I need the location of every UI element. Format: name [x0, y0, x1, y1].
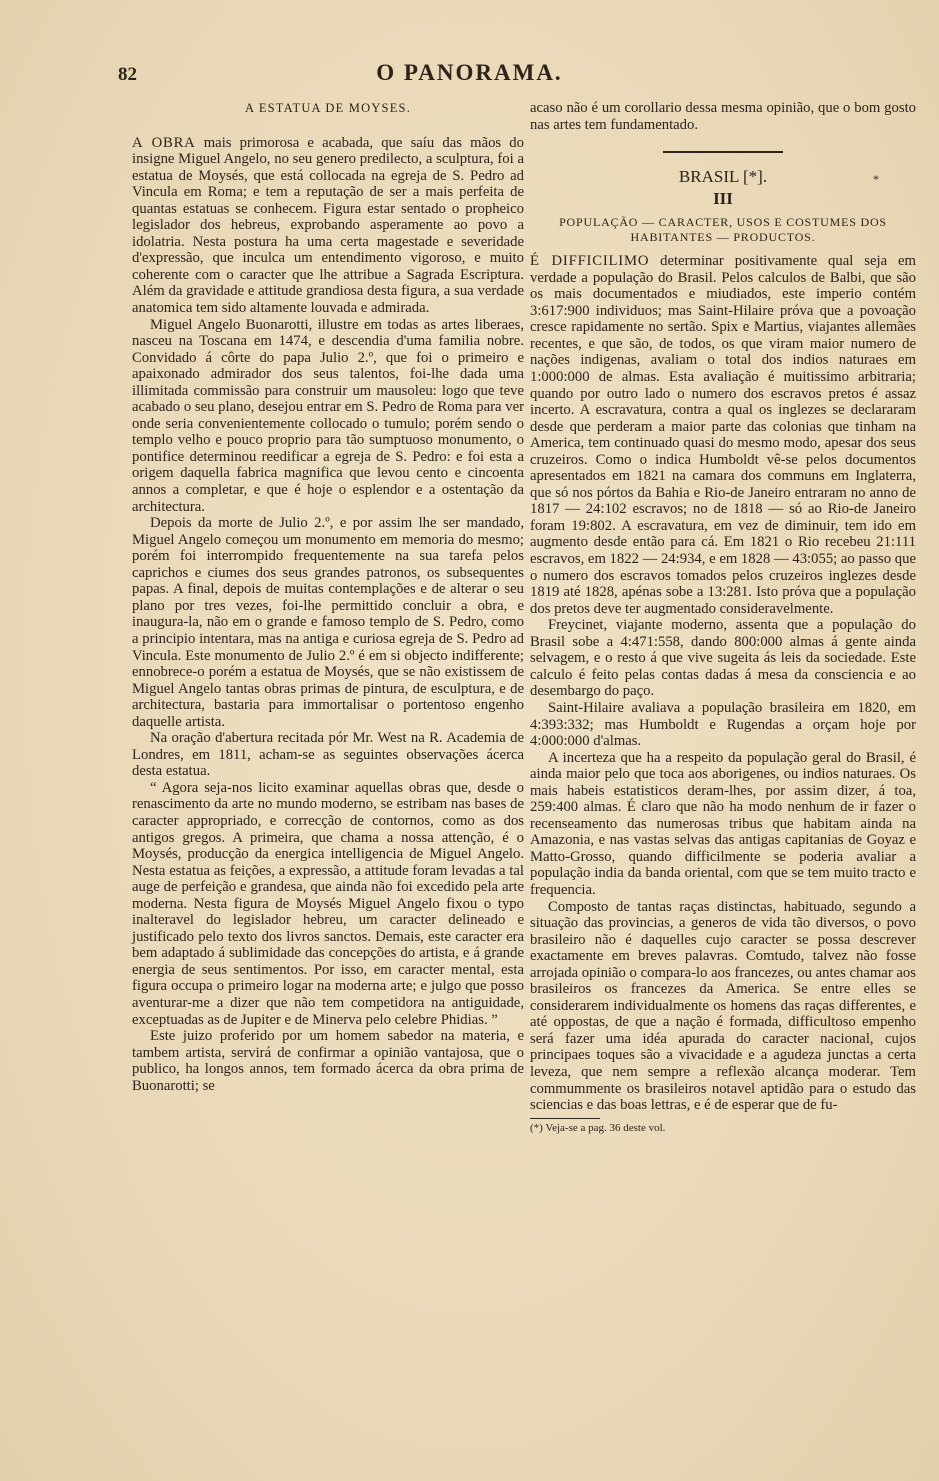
section-title: BRASIL [*]. — [678, 167, 768, 187]
left-paragraph — [132, 135, 524, 317]
left-paragraph: “ Agora seja-nos licito examinar aquellas obras que, desde o renascimento da arte no mundo moderno, se estribam nas bases de caracter appropriado, e correcção de contornos, como as dos antigos gregos. A primeira, que chama a nossa attenção, é o Moysés, producção da energica intelligencia de Miguel Angelo. Nesta estatua as feições, a expressão, a attitude foram levadas a tal auge de perfeição e grandesa, que ainda não foi excedido pela arte moderna. Nesta figura de Moysés Miguel Angelo fixou o typo inalteravel do legislador hebreu, um caracter delineado e justificado pelo texto dos livros sanctos. Demais, este caracter era bem adaptado á sublimidade das concepções do artista, e á grande energia de seus sentimentos. Por isso, em caracter mental, esta figura occupa o primeiro logar na moderna arte; e julgo que posso aventurar-me a dizer que não tem competidora na antiguidade, exceptuadas as de Jupiter e de Minerva pelo celebre Phidias. ” — [132, 779, 524, 1028]
left-paragraph: Este juizo proferido por um homem sabedor na materia, e tambem artista, servirá de confirmar a opinião vantajosa, que o publico, ha longos annos, tem formado ácerca da obra prima de Buonarotti; se — [132, 1028, 524, 1094]
continuation-text: acaso não é um corollario dessa mesma opinião, que o bom gosto nas artes tem fundamentado. — [530, 100, 916, 133]
drop-lead: É DIFFICILIMO — [530, 253, 650, 270]
paragraph-text: determinar positivamente qual seja em verdade a população do Brasil. Pelos calculos de Balbi, que são os mais documentados e miudiados, este imperio contém 3:617:900 individuos; mas Saint-Hilaire próva que a povoação cresce rapidamente no sertão. Spix e Martius, viajantes allemães recentes, e que são, de todos, os que viram maior numero de nações indigenas, avaliam o total dos indios naturaes em 1:000:000 de almas. Esta avaliação é muitissimo arbitraria; quando por outro lado o numero dos escravos pretos é assaz incerto. A escravatura, contra a qual os inglezes se declararam desde que perderam a maior parte das colonias que tinham na America, tem continuado quasi do mesmo modo, apesar dos seus cruzeiros. Como o indica Humboldt vê-se pelos documentos apresentados em 1821 na camara dos communs em Inglaterra, que só nos pórtos da Bahia e Rio-de Janeiro entraram no anno de 1817 — 24:102 escravos; no de 1818 — só ao Rio-de Janeiro foram 19:802. A escravatura, em vez de diminuir, tem ido em augmento desde então para cá. Em 1821 o Rio recebeu 21:111 escravos, em 1822 — 24:934, e em 1828 — 43:055; ao passo que o numero dos escravos tomados pelos cruzeiros inglezes desde 1819 até 1828, apénas sobe a 13:281. Isto próva que a população dos pretos deve ter augmentado consideravelmente. — [530, 253, 916, 617]
margin-asterisk: * — [873, 172, 879, 186]
footnote: (*) Veja-se a pag. 36 deste vol. — [530, 1121, 666, 1134]
section-number: III — [713, 188, 733, 208]
article-title: A ESTATUA DE MOYSES. — [244, 101, 412, 115]
right-paragraph: A incerteza que ha a respeito da população geral do Brasil, é ainda maior pelo que toca aos aborigenes, ou indios naturaes. Os mais habeis estatisticos deram-lhes, por assim dizer, á toa, 259:400 almas. É claro que não ha modo nenhum de ir fazer o recenseamento das numerosas tribus que habitam ainda na Amazonia, e nas vastas selvas das antigas capitanias de Goyaz e Matto-Grosso, quando difficilmente se poderia avaliar a população india da banda oriental, com que se tem muito tracto e frequencia. — [530, 749, 916, 898]
left-paragraph: Na oração d'abertura recitada pór Mr. West na R. Academia de Londres, em 1811, acham-se as seguintes observações ácerca desta estatua. — [132, 730, 524, 780]
running-title: O PANORAMA. — [376, 60, 563, 85]
footnote-rule — [530, 1118, 600, 1119]
left-paragraph: Miguel Angelo Buonarotti, illustre em todas as artes liberaes, nasceu na Toscana em 1474, e descendia d'uma familia nobre. Convidado á côrte do papa Julio 2.º, que foi o primeiro e apaixonado admirador dos seus talentos, foi-lhe dada uma illimitada commissão para construir um mausoleu: logo que teve acabado o seu plano, desejou entrar em S. Pedro de Roma para ver onde seria convenientemente collocado o tumulo; porém sendo o templo velho e pouco proprio para tão sumptuoso monumento, o pontifice determinou reedificar a egreja de S. Pedro: e foi esta a origem daquella fabrica magnifica que levou cento e cincoenta annos a completar, e que é hoje o esplendor e a ostentação da architectura. — [132, 316, 524, 515]
section-subheading: POPULAÇÃO — CARACTER, USOS E COSTUMES DOS HABITANTES — PRODUCTOS. — [559, 215, 887, 245]
left-paragraph: Depois da morte de Julio 2.º, e por assim lhe ser mandado, Miguel Angelo começou um monumento em memoria do mesmo; porém foi interrompido frequentemente na sua tarefa pelos caprichos e ciumes dos seus grandes patronos, os subsequentes papas. A final, depois de muitas contemplações e de alterar o seu plano por tres vezes, foi-lhe permittido concluir a obra, e inaugura-la, não em o grande e famoso templo de S. Pedro, como a principio intentara, mas na antiga e curiosa egreja de S. Pedro ad Vincula. Este monumento de Julio 2.º é em si objecto indifferente; ennobrece-o porém a estatua de Moysés, que se não existissem de Miguel Angelo tantas obras primas de pintura, de esculptura, e de architectura, bastaria para immortalisar o portentoso engenho daquelle artista. — [132, 515, 524, 730]
right-paragraph: Composto de tantas raças distinctas, habituado, segundo a situação das provincias, a generos de vida tão diversos, o povo brasileiro não é daquelles cujo caracter se possa descrever exactamente em breves palavras. Comtudo, talvez não fosse arrojada opinião o compara-lo aos francezes, ou antes chamar aos brasileiros os francezes da America. Se entre elles se considerarem individualmente os homens das raças differentes, e até oppostas, de que a nação é formada, difficultoso empenho será fazer uma idéa apurada do caracter nacional, cujos principaes toques são a vivacidade e a agudeza junctas a certa leveza, que nem sempre a reflexão alcança moderar. Tem commummente os brasileiros notavel aptidão para o estudo das sciencias e das boas lettras, e é de esperar que de fu- — [530, 898, 916, 1114]
paragraph-text: mais primorosa e acabada, que saíu das mãos do insigne Miguel Angelo, no seu genero predilecto, a sculptura, foi a estatua de Moysés, que está collocada na egreja de S. Pedro ad Vincula em Roma; e tem a reputação de ser a mais perfeita de quantas estatuas se conhecem. Figura estar sentado o propheico legislador dos hebreus, exprobando asperamente ao povo a idolatria. Nesta postura ha uma certa magestade e severidade d'expressão, que inculca um entendimento vigoroso, e muito coherente com o caracter que lhe attribue a Sagrada Escriptura. Além da gravidade e attitude grandiosa desta figura, a sua verdade anatomica tem sido altamente louvada e admirada. — [132, 134, 524, 317]
right-paragraph: Freycinet, viajante moderno, assenta que a população do Brasil sobe a 4:471:558, dando 800:000 almas á gente ainda selvagem, e o resto á que vive sugeita ás leis da sociedade. Este calculo é feito pelas contas dadas á mesa da consciencia e ao desembargo do paço. — [530, 617, 916, 700]
drop-lead: A OBRA — [132, 134, 196, 151]
left-column — [132, 100, 524, 1094]
right-paragraph: Saint-Hilaire avaliava a população brasileira em 1820, em 4:393:332; mas Humboldt e Rugendas a orçam hoje por 4:000:000 d'almas. — [530, 699, 916, 750]
right-column — [530, 100, 916, 1135]
right-paragraph — [530, 253, 916, 617]
section-divider — [663, 151, 783, 153]
page-number: 82 — [118, 64, 137, 85]
